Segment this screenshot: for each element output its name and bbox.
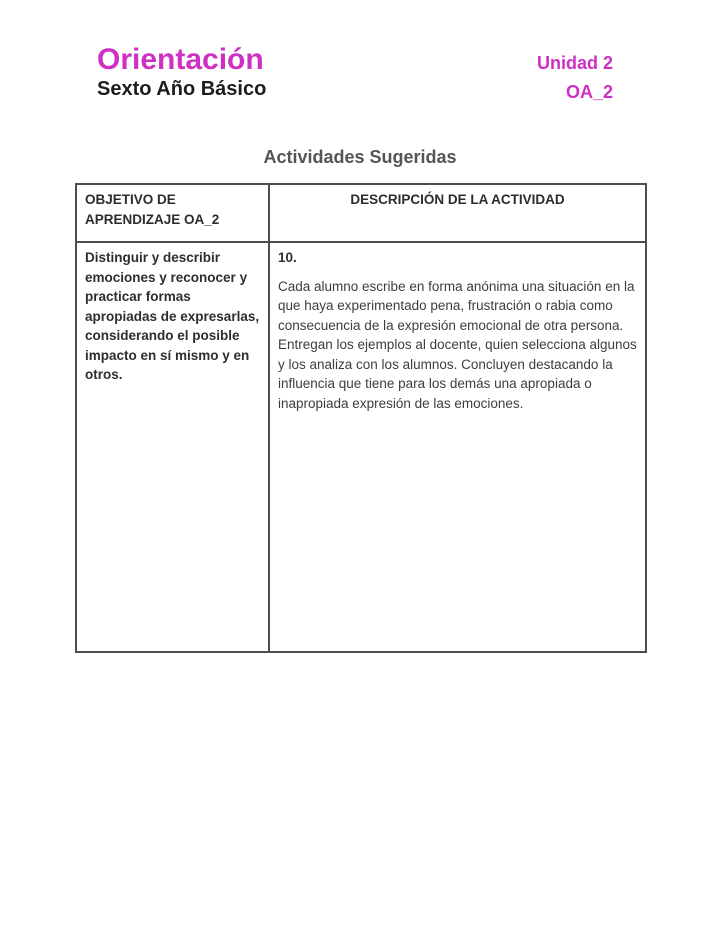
activity-cell bbox=[269, 242, 646, 652]
table-header-objective: OBJETIVO DE APRENDIZAJE OA_2 bbox=[76, 184, 269, 242]
oa-code-label: OA_2 bbox=[565, 82, 613, 102]
table-header-row bbox=[76, 184, 646, 242]
activity-number: 10. bbox=[278, 250, 297, 265]
table-header-description: DESCRIPCIÓN DE LA ACTIVIDAD bbox=[269, 184, 646, 242]
unit-label: Unidad 2 bbox=[536, 53, 613, 73]
header-right-block bbox=[537, 53, 613, 103]
table-row bbox=[76, 242, 646, 652]
page-title: Actividades Sugeridas bbox=[263, 147, 457, 167]
objective-cell: Distinguir y describir emociones y reconocer y practicar formas apropiadas de expresarlas, considerando el posible impacto en sí mismo y en otros. bbox=[76, 242, 269, 652]
header-left-block bbox=[97, 44, 266, 101]
activities-table bbox=[75, 183, 647, 653]
activity-description: Cada alumno escribe en forma anónima una situación en la que haya experimentado pena, frustración o rabia como consecuencia de la expresión emocional de otra persona. Entregan los ejemplos al docente, quien selecciona algunos y los analiza con los alumnos. Concluyen destacando la influencia que tiene para los demás una apropiada o inapropiada expresión de las emociones. bbox=[278, 278, 637, 411]
subject-title: Orientación bbox=[97, 43, 264, 76]
grade-level: Sexto Año Básico bbox=[97, 78, 267, 100]
